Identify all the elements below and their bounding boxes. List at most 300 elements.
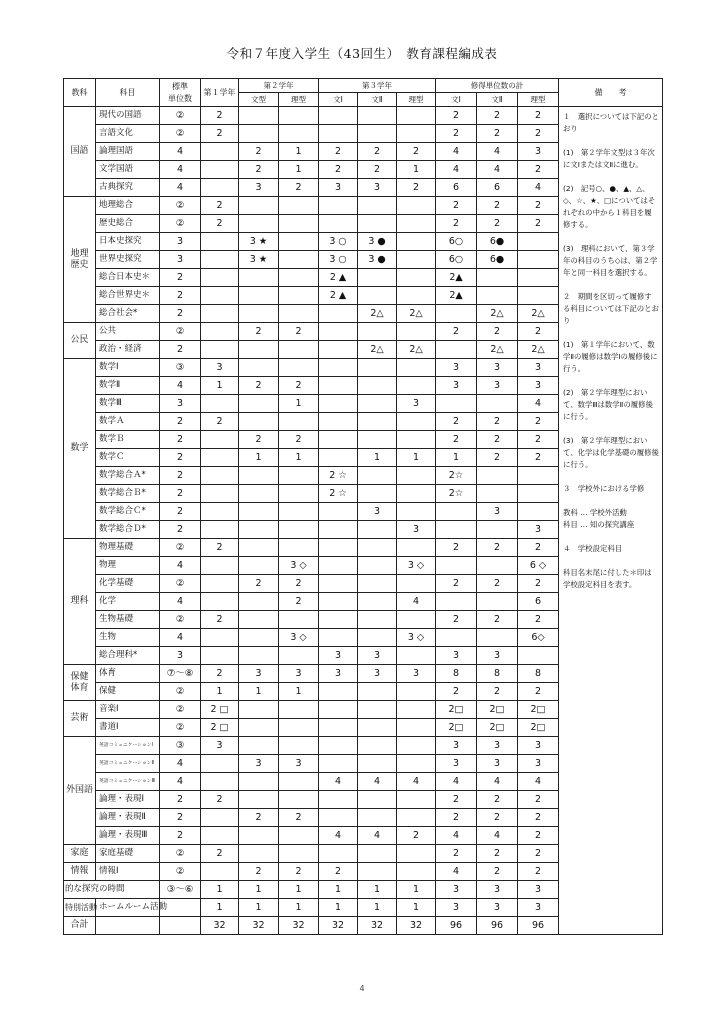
unit-cell: 3 <box>477 503 518 521</box>
header-kyoka: 教科 <box>64 79 96 107</box>
unit-cell: 2 <box>518 809 559 827</box>
standard-units-cell: ② <box>160 107 201 125</box>
standard-units-cell: ② <box>160 323 201 341</box>
unit-cell <box>397 647 436 665</box>
unit-cell: 2 □ <box>201 701 239 719</box>
unit-cell: 2 <box>239 323 279 341</box>
unit-cell: 3 <box>518 359 559 377</box>
unit-cell: 3 <box>518 899 559 917</box>
unit-cell: 2 <box>201 125 239 143</box>
unit-cell: 6● <box>477 251 518 269</box>
unit-cell: 4 <box>477 143 518 161</box>
unit-cell <box>397 845 436 863</box>
unit-cell <box>319 845 358 863</box>
unit-cell: 1 <box>239 881 279 899</box>
unit-cell: 3 <box>397 395 436 413</box>
note-line: (1) 第２学年文型は３年次に文Ⅰまたは文Ⅱに進む。 <box>563 148 655 169</box>
unit-cell: 2 <box>477 575 518 593</box>
unit-cell: 2 <box>279 179 319 197</box>
header-total-units: 修得単位数の計 <box>436 79 559 93</box>
unit-cell: 2 <box>279 575 319 593</box>
kyoka-cell: 国語 <box>64 107 96 197</box>
unit-cell <box>518 269 559 287</box>
unit-cell: 1 <box>358 881 397 899</box>
header-g3-rikei: 理型 <box>397 93 436 107</box>
unit-cell: 2 <box>518 431 559 449</box>
subject-cell: 総合社会* <box>96 305 160 323</box>
subject-cell: 音楽Ⅰ <box>96 701 160 719</box>
standard-units-cell: ② <box>160 575 201 593</box>
unit-cell: 2 <box>279 809 319 827</box>
unit-cell <box>397 485 436 503</box>
unit-cell: 2 <box>477 431 518 449</box>
kyoka-cell: 特別活動 <box>64 899 96 917</box>
standard-units-cell: 4 <box>160 773 201 791</box>
unit-cell: 2 □ <box>201 719 239 737</box>
unit-cell <box>319 701 358 719</box>
unit-cell: 2△ <box>397 305 436 323</box>
subject-cell: 数学Ｃ <box>96 449 160 467</box>
unit-cell <box>239 503 279 521</box>
unit-cell: 6● <box>477 233 518 251</box>
unit-cell <box>279 125 319 143</box>
unit-cell <box>279 719 319 737</box>
unit-cell <box>358 125 397 143</box>
unit-cell: 1 <box>397 161 436 179</box>
unit-cell <box>319 809 358 827</box>
standard-units-cell: ② <box>160 197 201 215</box>
standard-units-cell: 2 <box>160 467 201 485</box>
unit-cell: 3 <box>358 179 397 197</box>
unit-cell <box>201 773 239 791</box>
unit-cell <box>358 791 397 809</box>
unit-cell <box>397 467 436 485</box>
kyoka-cell: 地理 歴史 <box>64 197 96 323</box>
unit-cell <box>279 611 319 629</box>
unit-cell: 2 <box>436 791 477 809</box>
unit-cell <box>319 413 358 431</box>
unit-cell: 2 ▲ <box>319 287 358 305</box>
unit-cell <box>358 701 397 719</box>
unit-cell: 2▲ <box>436 269 477 287</box>
header-grade2: 第２学年 <box>239 79 319 93</box>
unit-cell: 2 <box>201 611 239 629</box>
unit-cell: 3 <box>477 647 518 665</box>
unit-cell: 2 <box>201 107 239 125</box>
unit-cell: 2 <box>319 863 358 881</box>
curriculum-table <box>63 78 663 935</box>
unit-cell: 2 <box>201 665 239 683</box>
unit-cell: 3 ◇ <box>397 629 436 647</box>
unit-cell <box>279 503 319 521</box>
unit-cell <box>397 413 436 431</box>
unit-cell: 2 <box>518 107 559 125</box>
standard-units-cell: 4 <box>160 377 201 395</box>
unit-cell: 3 <box>436 755 477 773</box>
unit-cell <box>239 719 279 737</box>
unit-cell: 2 <box>518 863 559 881</box>
unit-cell <box>477 593 518 611</box>
unit-cell: 3 <box>397 521 436 539</box>
unit-cell <box>397 539 436 557</box>
standard-units-cell: 3 <box>160 395 201 413</box>
unit-cell: 1 <box>239 449 279 467</box>
subject-cell: 地理総合 <box>96 197 160 215</box>
note-line: ４ 学校設定科目 <box>563 544 623 553</box>
header-total-bun2: 文Ⅱ <box>477 93 518 107</box>
unit-cell <box>239 395 279 413</box>
unit-cell <box>397 719 436 737</box>
unit-cell: 2 <box>397 143 436 161</box>
subject-cell: 体育 <box>96 665 160 683</box>
unit-cell: 3 <box>436 899 477 917</box>
unit-cell <box>201 809 239 827</box>
subject-cell: 数学Ⅱ <box>96 377 160 395</box>
unit-cell: 2 <box>436 125 477 143</box>
unit-cell <box>397 503 436 521</box>
notes-cell <box>559 107 663 935</box>
unit-cell <box>319 215 358 233</box>
note-line: 科目名末尾に付した＊印は学校設定科目を表す。 <box>563 568 652 589</box>
unit-cell: 2 ▲ <box>319 269 358 287</box>
unit-cell <box>201 755 239 773</box>
unit-cell: 3 <box>239 665 279 683</box>
header-g2-rikei: 理型 <box>279 93 319 107</box>
unit-cell <box>239 359 279 377</box>
unit-cell: 2 <box>201 197 239 215</box>
unit-cell <box>239 701 279 719</box>
unit-cell: 2▲ <box>436 287 477 305</box>
unit-cell: 2□ <box>518 701 559 719</box>
standard-units-cell: 2 <box>160 449 201 467</box>
unit-cell: 2 <box>397 179 436 197</box>
unit-cell <box>319 791 358 809</box>
unit-cell: 2□ <box>436 701 477 719</box>
unit-cell: 3 <box>319 665 358 683</box>
subject-cell: 保健 <box>96 683 160 701</box>
unit-cell: 3 <box>279 665 319 683</box>
unit-cell: 4 <box>477 773 518 791</box>
unit-cell: 2 <box>477 323 518 341</box>
unit-cell: 1 <box>279 899 319 917</box>
header-g3-bun1: 文Ⅰ <box>319 93 358 107</box>
unit-cell <box>477 287 518 305</box>
unit-cell <box>239 305 279 323</box>
standard-units-cell: 3 <box>160 251 201 269</box>
unit-cell: 2 <box>436 107 477 125</box>
unit-cell: 1 <box>358 449 397 467</box>
unit-cell <box>239 287 279 305</box>
unit-cell <box>397 611 436 629</box>
subject-cell: 数学Ａ <box>96 413 160 431</box>
standard-units-cell: ② <box>160 719 201 737</box>
note-line: (2) 記号○、●、▲、△、◇、☆、★、□についてはそれぞれの中から１科目を履修する。 <box>563 184 656 229</box>
unit-cell <box>397 701 436 719</box>
kyoka-cell: 家庭 <box>64 845 96 863</box>
unit-cell <box>279 287 319 305</box>
standard-units-cell: 2 <box>160 413 201 431</box>
unit-cell <box>397 863 436 881</box>
unit-cell <box>477 629 518 647</box>
unit-cell <box>279 305 319 323</box>
header-grade3: 第３学年 <box>319 79 436 93</box>
subject-cell: 総合世界史＊ <box>96 287 160 305</box>
standard-units-cell: 2 <box>160 809 201 827</box>
unit-cell <box>279 233 319 251</box>
unit-cell: 2 <box>477 611 518 629</box>
standard-units-cell: ③〜⑥ <box>160 881 201 899</box>
unit-cell <box>397 791 436 809</box>
unit-cell <box>477 557 518 575</box>
unit-cell: 2 <box>201 539 239 557</box>
unit-cell <box>201 503 239 521</box>
unit-cell: 3 <box>436 881 477 899</box>
unit-cell: 2 <box>477 791 518 809</box>
unit-cell: 4 <box>518 773 559 791</box>
unit-cell <box>397 323 436 341</box>
unit-cell: 2△ <box>518 305 559 323</box>
unit-cell: 2 <box>436 539 477 557</box>
unit-cell: 2 <box>239 143 279 161</box>
kyoka-cell: 数学 <box>64 359 96 539</box>
unit-cell: 3 <box>358 503 397 521</box>
unit-cell: 4 <box>518 395 559 413</box>
subject-cell: 論理・表現Ⅱ <box>96 809 160 827</box>
unit-cell: 2 <box>239 809 279 827</box>
subject-cell: 家庭基礎 <box>96 845 160 863</box>
unit-cell <box>201 647 239 665</box>
unit-cell: 2 <box>358 143 397 161</box>
unit-cell <box>358 575 397 593</box>
note-line: (3) 第２学年理型において、化学は化学基礎の履修後に行う。 <box>563 436 659 469</box>
unit-cell: 2 <box>279 323 319 341</box>
unit-cell <box>239 413 279 431</box>
unit-cell: 2 <box>436 197 477 215</box>
unit-cell <box>279 521 319 539</box>
unit-cell <box>319 755 358 773</box>
standard-units-cell: ② <box>160 863 201 881</box>
unit-cell <box>397 251 436 269</box>
unit-cell: 2□ <box>436 719 477 737</box>
unit-cell: 2☆ <box>436 485 477 503</box>
unit-cell <box>518 287 559 305</box>
unit-cell <box>319 503 358 521</box>
unit-cell <box>436 557 477 575</box>
unit-cell: 3 <box>477 377 518 395</box>
subject-cell: 公共 <box>96 323 160 341</box>
unit-cell: 1 <box>279 143 319 161</box>
unit-cell: 2 <box>201 413 239 431</box>
unit-cell <box>201 557 239 575</box>
total-cell: 32 <box>201 917 239 935</box>
kyoka-cell: 理科 <box>64 539 96 665</box>
unit-cell <box>239 215 279 233</box>
unit-cell <box>358 557 397 575</box>
unit-cell <box>358 467 397 485</box>
header-notes: 備 考 <box>559 79 663 107</box>
unit-cell: 3 ● <box>358 251 397 269</box>
unit-cell <box>279 827 319 845</box>
unit-cell <box>201 161 239 179</box>
unit-cell: 2 <box>201 215 239 233</box>
unit-cell <box>239 485 279 503</box>
subject-cell: 総合理科* <box>96 647 160 665</box>
unit-cell: 2 <box>477 845 518 863</box>
unit-cell: 3 <box>477 881 518 899</box>
unit-cell <box>239 791 279 809</box>
unit-cell: 2 <box>239 575 279 593</box>
standard-units-cell: ② <box>160 683 201 701</box>
unit-cell: 4 <box>436 863 477 881</box>
unit-cell: 3 <box>358 665 397 683</box>
unit-cell <box>239 845 279 863</box>
standard-units-cell: 4 <box>160 629 201 647</box>
unit-cell <box>201 593 239 611</box>
subject-cell: 言語文化 <box>96 125 160 143</box>
unit-cell: 6 ◇ <box>518 557 559 575</box>
unit-cell: 2 <box>436 575 477 593</box>
unit-cell <box>201 467 239 485</box>
unit-cell <box>319 629 358 647</box>
unit-cell <box>201 341 239 359</box>
unit-cell <box>201 395 239 413</box>
unit-cell <box>477 467 518 485</box>
unit-cell: 2△ <box>518 341 559 359</box>
unit-cell <box>201 305 239 323</box>
total-cell: 96 <box>477 917 518 935</box>
unit-cell: 2 <box>477 863 518 881</box>
unit-cell <box>397 377 436 395</box>
total-cell: 32 <box>358 917 397 935</box>
unit-cell: 3 <box>518 521 559 539</box>
unit-cell: 3 <box>518 881 559 899</box>
header-g3-bun2: 文Ⅱ <box>358 93 397 107</box>
unit-cell: 2☆ <box>436 467 477 485</box>
unit-cell <box>358 413 397 431</box>
unit-cell <box>397 215 436 233</box>
unit-cell <box>319 683 358 701</box>
unit-cell <box>279 215 319 233</box>
subject-cell: 生物 <box>96 629 160 647</box>
unit-cell <box>397 197 436 215</box>
unit-cell: 3 <box>518 143 559 161</box>
unit-cell: 2 <box>436 431 477 449</box>
unit-cell <box>358 287 397 305</box>
unit-cell: 3 <box>319 647 358 665</box>
unit-cell: 2 <box>518 683 559 701</box>
unit-cell <box>319 359 358 377</box>
unit-cell <box>279 845 319 863</box>
header-total-rikei: 理型 <box>518 93 559 107</box>
unit-cell: 6◇ <box>518 629 559 647</box>
note-line: (3) 理科において、第３学年の科目のうち◇は、第２学年と同一科目を選択する。 <box>563 244 658 277</box>
unit-cell <box>436 593 477 611</box>
standard-units-cell: 4 <box>160 557 201 575</box>
unit-cell <box>279 251 319 269</box>
unit-cell <box>201 485 239 503</box>
unit-cell: 3 ★ <box>239 251 279 269</box>
standard-units-cell: 2 <box>160 827 201 845</box>
unit-cell: 2 <box>358 161 397 179</box>
unit-cell <box>358 431 397 449</box>
unit-cell <box>397 575 436 593</box>
unit-cell <box>397 107 436 125</box>
kyoka-cell: 公民 <box>64 323 96 359</box>
unit-cell: 2 <box>518 413 559 431</box>
unit-cell <box>279 773 319 791</box>
unit-cell: 2 <box>319 143 358 161</box>
unit-cell: 3 <box>201 359 239 377</box>
standard-units-cell: ② <box>160 701 201 719</box>
unit-cell <box>358 593 397 611</box>
standard-units-cell: ② <box>160 611 201 629</box>
unit-cell: 3 ◇ <box>279 629 319 647</box>
unit-cell: 2△ <box>397 341 436 359</box>
unit-cell: 3 <box>436 737 477 755</box>
unit-cell: 3 ○ <box>319 233 358 251</box>
unit-cell: 2△ <box>477 305 518 323</box>
unit-cell <box>239 341 279 359</box>
standard-units-cell: 3 <box>160 233 201 251</box>
unit-cell: 1 <box>319 899 358 917</box>
unit-cell: 2 <box>477 215 518 233</box>
unit-cell: 2□ <box>477 719 518 737</box>
unit-cell <box>239 557 279 575</box>
unit-cell: 1 <box>201 899 239 917</box>
tankyu-label: 的な探究の時間 <box>64 881 160 899</box>
unit-cell: 4 <box>358 773 397 791</box>
unit-cell: 2 <box>477 683 518 701</box>
unit-cell <box>358 377 397 395</box>
standard-units-cell: ⑦〜⑧ <box>160 665 201 683</box>
unit-cell: 2□ <box>477 701 518 719</box>
unit-cell <box>518 503 559 521</box>
unit-cell <box>279 359 319 377</box>
subject-cell: 物理 <box>96 557 160 575</box>
subject-cell: 英語コミュニケーションⅠ <box>96 737 160 755</box>
header-g2-bunkei: 文型 <box>239 93 279 107</box>
unit-cell: 3 <box>436 359 477 377</box>
unit-cell: 2 <box>477 125 518 143</box>
unit-cell: 3 <box>358 647 397 665</box>
subject-cell: 論理・表現Ⅲ <box>96 827 160 845</box>
unit-cell <box>397 233 436 251</box>
unit-cell <box>239 629 279 647</box>
unit-cell: 1 <box>239 899 279 917</box>
unit-cell <box>397 359 436 377</box>
unit-cell <box>319 521 358 539</box>
unit-cell <box>319 539 358 557</box>
unit-cell: 1 <box>239 683 279 701</box>
unit-cell <box>518 647 559 665</box>
unit-cell: 1 <box>358 899 397 917</box>
unit-cell <box>358 215 397 233</box>
unit-cell: 6 <box>436 179 477 197</box>
standard-units-cell: ③ <box>160 737 201 755</box>
unit-cell: 3 <box>518 377 559 395</box>
standard-units-cell: 2 <box>160 269 201 287</box>
unit-cell: 2□ <box>518 719 559 737</box>
subject-cell: 情報Ⅰ <box>96 863 160 881</box>
subject-cell: 日本史探究 <box>96 233 160 251</box>
subject-cell: 歴史総合 <box>96 215 160 233</box>
subject-cell: 現代の国語 <box>96 107 160 125</box>
header-kamoku: 科目 <box>96 79 160 107</box>
unit-cell: 3 <box>397 665 436 683</box>
unit-cell: 3 <box>477 899 518 917</box>
standard-units-cell: ② <box>160 845 201 863</box>
standard-units-cell: 4 <box>160 161 201 179</box>
